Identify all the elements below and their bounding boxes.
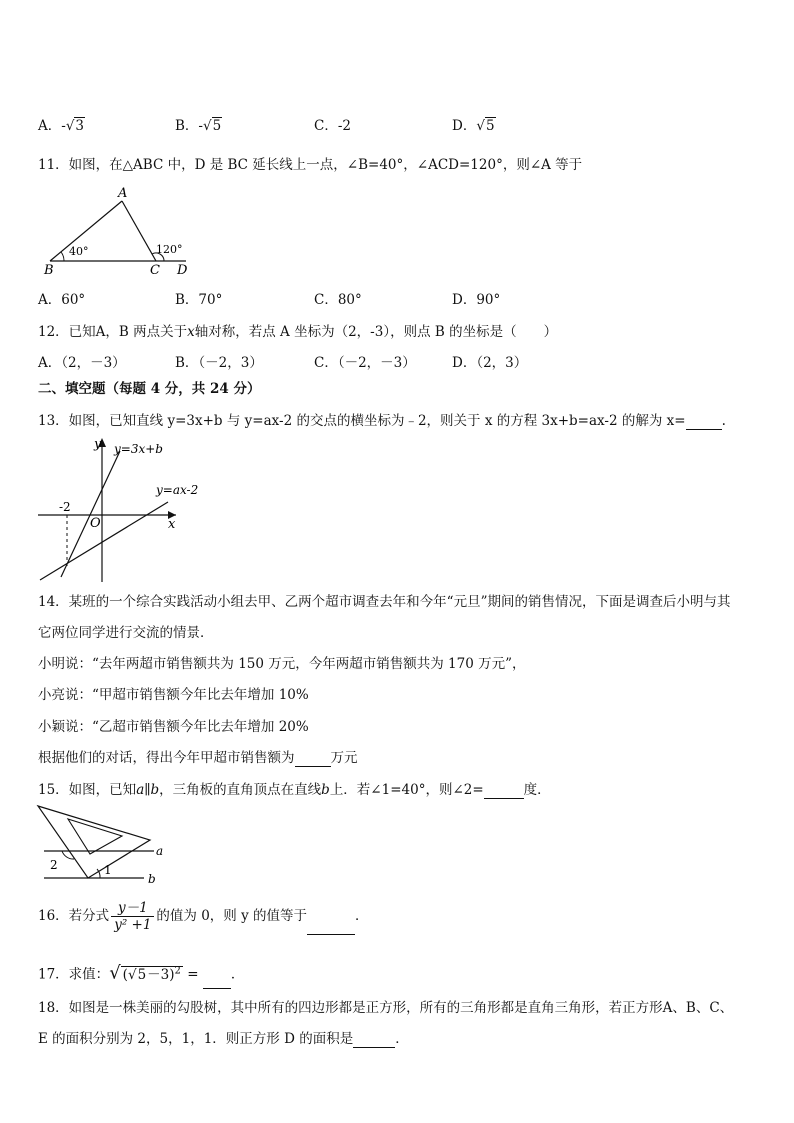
q15-triangle-ruler-figure bbox=[36, 803, 166, 889]
outer-sqrt: √ bbox=[109, 962, 121, 984]
q18-line1: 18．如图是一株美丽的勾股树，其中所有的四边形都是正方形，所有的三角形都是直角三角形，若正方形A、B、C、 bbox=[38, 1000, 734, 1016]
vertex-c-label: C bbox=[150, 263, 160, 277]
q14-line2: 它两位同学进行交流的情景． bbox=[38, 625, 214, 641]
q14-line4: 小亮说：“甲超市销售额今年比去年增加 10% bbox=[38, 687, 309, 703]
inner-sqrt: √5 bbox=[127, 966, 147, 983]
q14-line5: 小颖说：“乙超市销售额今年比去年增加 20% bbox=[38, 719, 309, 735]
angle2-label: 2 bbox=[50, 858, 58, 872]
q10-option-c: C．-2 bbox=[314, 118, 351, 134]
q13-text: 13．如图，已知直线 y=3x+b 与 y=ax-2 的交点的横坐标为﹣2，则关于 x 的方程 3x+b=ax-2 的解为 x= . bbox=[38, 413, 726, 429]
q12-option-a: A．（2，－3） bbox=[38, 355, 126, 371]
q14-line6: 根据他们的对话，得出今年甲超市销售额为 万元 bbox=[38, 750, 358, 766]
q12-option-d: D．（2，3） bbox=[452, 355, 528, 371]
answer-blank[interactable] bbox=[686, 413, 722, 430]
q11-option-a: A．60° bbox=[38, 292, 86, 308]
x-axis-label: x bbox=[168, 517, 176, 532]
answer-blank[interactable] bbox=[307, 898, 355, 935]
outer-radicand: $(√5-3)^2$ bbox=[121, 966, 183, 983]
q14-line3: 小明说：“去年两超市销售额共为 150 万元，今年两超市销售额共为 170 万元”， bbox=[38, 656, 526, 672]
section-title: 二、填空题（每题 4 分，共 24 分） bbox=[38, 381, 261, 397]
vertex-a-label: A bbox=[118, 186, 128, 201]
q16-text: 16．若分式 $\frac{y-1}{\text{y² +1}}$ 的值为 0，则 y 的值等于 ． bbox=[38, 900, 369, 933]
y-axis-label: y bbox=[94, 437, 102, 452]
q12-option-c: C．（－2，－3） bbox=[314, 355, 416, 371]
q10-option-a: A．-√3 bbox=[38, 118, 85, 134]
answer-blank[interactable] bbox=[203, 962, 231, 989]
sqrt-symbol: √5 bbox=[202, 118, 222, 134]
q11-text: 11．如图，在△ABC 中，D 是 BC 延长线上一点，∠B=40°，∠ACD=120°，则∠A 等于 bbox=[38, 157, 583, 173]
q10-option-b: B．-√5 bbox=[175, 118, 222, 134]
q10-option-d: D．√5 bbox=[452, 118, 495, 134]
vertex-d-label: D bbox=[177, 263, 188, 277]
vertex-b-label: B bbox=[44, 263, 54, 277]
answer-blank[interactable] bbox=[353, 1031, 395, 1048]
sqrt-symbol: √3 bbox=[65, 118, 85, 134]
angle-c-label: 120° bbox=[156, 243, 183, 256]
line-b-label: b bbox=[148, 872, 156, 886]
line-a-label: a bbox=[156, 844, 164, 858]
neg-two-label: -2 bbox=[59, 500, 71, 514]
fraction: $\frac{y-1}{\text{y² +1}}$ bbox=[111, 900, 154, 933]
q12-option-b: B．（－2，3） bbox=[175, 355, 263, 371]
q15-text: 15．如图，已知a∥b，三角板的直角顶点在直线b上．若∠1=40°，则∠2= 度． bbox=[38, 782, 551, 798]
q12-text: 12．已知A，B 两点关于x轴对称，若点 A 坐标为（2，-3），则点 B 的坐标是（ ） bbox=[38, 324, 558, 340]
q11-triangle-figure bbox=[36, 185, 196, 277]
q14-line1: 14．某班的一个综合实践活动小组去甲、乙两个超市调查去年和今年“元旦”期间的销售情况，下面是调查后小明与其 bbox=[38, 594, 731, 610]
q10-options bbox=[38, 118, 758, 140]
q12-options bbox=[38, 355, 758, 375]
q11-options bbox=[38, 292, 758, 312]
answer-blank[interactable] bbox=[484, 782, 524, 799]
origin-label: O bbox=[90, 516, 101, 531]
q11-option-d: D．90° bbox=[452, 292, 501, 308]
answer-blank[interactable] bbox=[295, 750, 331, 767]
q17-text: 17．求值：√ $(√5-3)^2$ = ． bbox=[38, 958, 244, 989]
sqrt-symbol: √5 bbox=[476, 118, 495, 134]
q18-line2: E 的面积分别为 2，5，1，1．则正方形 D 的面积是 ． bbox=[38, 1031, 409, 1047]
angle-b-label: 40° bbox=[69, 245, 89, 258]
q11-option-b: B．70° bbox=[175, 292, 223, 308]
q11-option-c: C．80° bbox=[314, 292, 362, 308]
line1-label: y=3x+b bbox=[114, 442, 163, 456]
q13-graph-figure bbox=[34, 436, 214, 586]
line2-label: y=ax-2 bbox=[156, 483, 199, 497]
angle1-label: 1 bbox=[104, 863, 112, 877]
